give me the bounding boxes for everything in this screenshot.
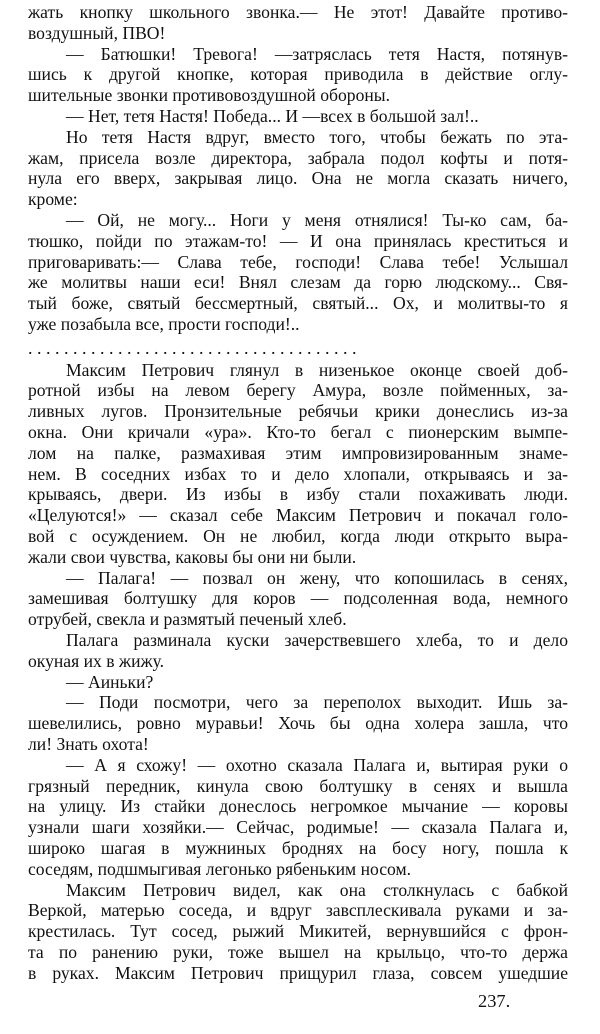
- text-line: широко шагая в мужниных броднях на босу ногу, пошла к: [28, 838, 568, 858]
- text-line: нула его вверх, закрывая лицо. Она не могла сказать ничего,: [28, 168, 568, 189]
- text-line: шительные звонки противовоздушной обороны.: [28, 85, 390, 106]
- text-line: та по ранению руки, тоже вышел на крыльцо, что-то держа: [28, 942, 568, 962]
- text-line: жам, присела возле директора, забрала подол кофты и потя-: [28, 147, 568, 168]
- text-line: — Батюшки! Тревога! —затряслась тетя Настя, потянув-: [66, 43, 568, 64]
- text-line: грязный передник, кинула свою болтушку в сенях и вышла: [28, 775, 568, 796]
- text-line: Максим Петрович видел, как она столкнулась с бабкой: [66, 879, 568, 900]
- text-line: ли! Знать охота!: [28, 734, 149, 754]
- section-separator: . . . . . . . . . . . . . . . . . . . . . . . . . . . . . . . . . . . . .: [28, 337, 357, 358]
- text-line: Палага разминала куски зачерствевшего хлеба, то и дело: [66, 630, 568, 650]
- text-line: — А я схожу! — охотно сказала Палага и, вытирая руки о: [66, 754, 568, 775]
- text-line: — Палага! — позвал он жену, что копошилась в сенях,: [66, 567, 568, 588]
- text-line: на улицу. Из стайки донеслось негромкое мычание — коровы: [28, 796, 568, 817]
- text-line: крываясь, двери. Из избы в избу стали похаживать люди.: [28, 484, 568, 505]
- text-line: «Целуются!» — сказал себе Максим Петрович и покачал голо-: [28, 505, 568, 526]
- text-line: приговаривать:— Слава тебе, господи! Слава тебе! Услышал: [28, 251, 568, 272]
- text-line: нем. В соседних избах то и дело хлопали, открываясь и за-: [28, 463, 568, 484]
- text-line: в руках. Максим Петрович прищурил глаза, совсем ушедшие: [28, 962, 568, 983]
- text-line: окуная их в жижу.: [28, 650, 165, 671]
- text-line: жали свои чувства, каковы бы они ни были.: [28, 546, 357, 567]
- text-line: крестилась. Тут сосед, рыжий Микитей, вернувшийся с фрон-: [28, 921, 568, 942]
- text-line: соседям, подшмыгивая легонько рябеньким носом.: [28, 858, 412, 879]
- text-line: замешивая болтушку для коров — подсоленная вода, немного: [28, 588, 568, 609]
- text-line: окна. Они кричали «ура». Кто-то бегал с пионерским вымпе-: [28, 422, 568, 442]
- text-line: кроме:: [28, 189, 78, 210]
- text-line: тюшко, пойди по этажам-то! — И она принялась креститься и: [28, 230, 568, 251]
- text-line: отрубей, свекла и размятый печеный хлеб.: [28, 609, 347, 630]
- text-line: ротной избы на левом берегу Амура, возле пойменных, за-: [28, 380, 568, 401]
- text-line: — Нет, тетя Настя! Победа... И —всех в большой зал!..: [66, 106, 479, 126]
- text-line: тый боже, святый бессмертный, святый... Ох, и молитвы-то я: [28, 293, 568, 314]
- text-line: лом на палке, размахивая этим импровизированным знаме-: [28, 442, 568, 463]
- text-line: шись к другой кнопке, которая приводила в действие оглу-: [28, 64, 568, 85]
- text-line: воздушный, ПВО!: [28, 22, 166, 43]
- text-line: — Аиньки?: [66, 671, 154, 692]
- text-line: жать кнопку школьного звонка.— Не этот! Давайте противо-: [28, 2, 568, 22]
- page-number: 237.: [478, 990, 511, 1011]
- text-line: уже позабыла все, прости господи!..: [28, 314, 300, 334]
- text-line: Но тетя Настя вдруг, вместо того, чтобы бежать по эта-: [66, 126, 568, 147]
- text-line: — Ой, не могу... Ноги у меня отнялися! Ты-ко сам, ба-: [66, 210, 568, 230]
- text-line: — Поди посмотри, чего за переполох выходит. Ишь за-: [66, 692, 568, 713]
- text-line: Максим Петрович глянул в низенькое оконце своей доб-: [66, 359, 568, 380]
- text-line: вой с осуждением. Он не любил, когда люди открыто выра-: [28, 526, 568, 546]
- text-line: же молитвы наши еси! Внял слезам да горю людскому... Свя-: [28, 272, 568, 293]
- text-line: Веркой, матерью соседа, и вдруг завсплескивала руками и за-: [28, 900, 568, 921]
- text-line: шевелились, ровно муравьи! Хочь бы одна холера зашла, что: [28, 713, 568, 734]
- text-line: узнали шаги хозяйки.— Сейчас, родимые! — сказала Палага и,: [28, 817, 568, 838]
- text-line: ливных лугов. Пронзительные ребячьи крики донеслись из-за: [28, 401, 568, 422]
